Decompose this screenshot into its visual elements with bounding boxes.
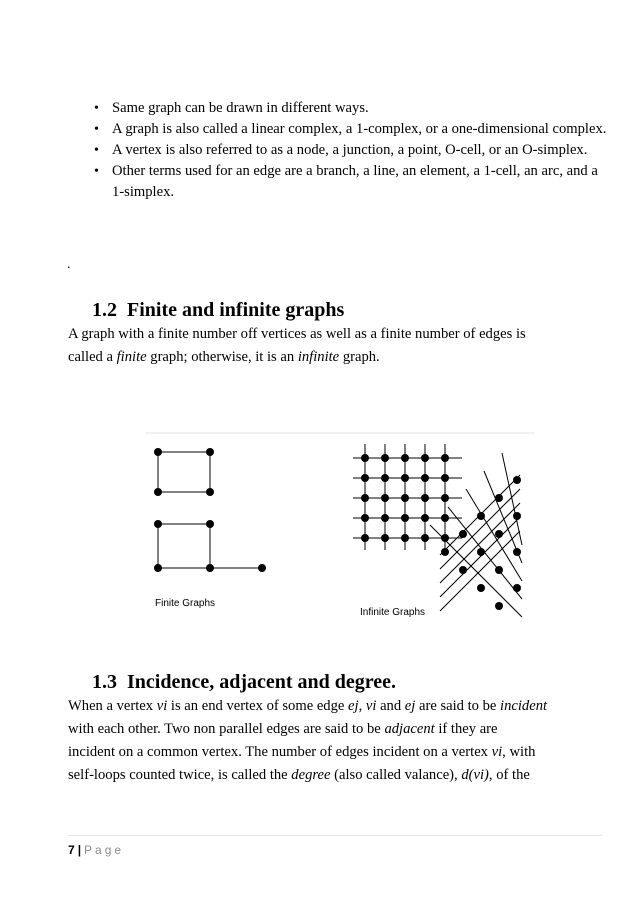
lattice-vertex	[381, 514, 389, 522]
lattice-vertex	[477, 548, 485, 556]
lattice-vertex	[361, 494, 369, 502]
lattice-vertex	[495, 530, 503, 538]
page-number: 7	[68, 843, 75, 857]
section-heading-1-3	[92, 670, 396, 694]
bullet-icon: •	[94, 164, 99, 179]
lattice-vertex	[401, 514, 409, 522]
lattice-vertex	[513, 476, 521, 484]
lattice-vertex	[441, 548, 449, 556]
section-title: Incidence, adjacent and degree.	[127, 671, 397, 693]
lattice-vertex	[421, 494, 429, 502]
lattice-vertex	[495, 602, 503, 610]
graph-vertex	[206, 564, 214, 572]
lattice-vertex	[381, 474, 389, 482]
lattice-vertex	[401, 494, 409, 502]
lattice-vertex	[361, 454, 369, 462]
bullet-item: • Other terms used for an edge are a branch, a line, an element, a 1-cell, an arc, and a 1-simplex.	[94, 163, 598, 200]
lattice-vertex	[381, 494, 389, 502]
bullet-icon: •	[94, 101, 99, 116]
lattice-vertex	[401, 474, 409, 482]
graph-vertex	[154, 488, 162, 496]
bullet-list	[92, 98, 612, 203]
bullet-item: • Same graph can be drawn in different ways.	[92, 98, 612, 119]
stray-period: .	[67, 257, 71, 272]
graph-vertex	[206, 488, 214, 496]
lattice-vertex	[477, 584, 485, 592]
lattice-vertex	[421, 474, 429, 482]
lattice-vertex	[361, 474, 369, 482]
lattice-edge	[430, 525, 522, 617]
bullet-icon: •	[94, 143, 99, 158]
lattice-vertex	[477, 512, 485, 520]
lattice-vertex	[401, 534, 409, 542]
graph-vertex	[258, 564, 266, 572]
lattice-vertex	[441, 474, 449, 482]
bullet-item: • A vertex is also referred to as a node, a junction, a point, O-cell, or an O-simplex.	[92, 140, 612, 161]
footer-separator: |	[77, 843, 82, 857]
lattice-vertex	[513, 584, 521, 592]
page-footer	[68, 843, 124, 857]
footer-divider	[68, 835, 602, 836]
lattice-vertex	[401, 454, 409, 462]
graphs-figure	[140, 430, 540, 625]
section-title: Finite and infinite graphs	[127, 299, 345, 321]
page-label: Page	[84, 843, 125, 857]
section-heading-1-2	[92, 298, 344, 322]
lattice-vertex	[495, 494, 503, 502]
lattice-vertex	[513, 548, 521, 556]
paragraph-finite-infinite: A graph with a finite number off vertices as well as a finite number of edges is called a finite graph; otherwise, it is an infinite graph.	[68, 326, 526, 365]
lattice-vertex	[441, 534, 449, 542]
lattice-vertex	[421, 454, 429, 462]
lattice-vertex	[513, 512, 521, 520]
lattice-vertex	[495, 566, 503, 574]
graph-vertex	[206, 520, 214, 528]
lattice-vertex	[441, 514, 449, 522]
bullet-item: • A graph is also called a linear complex, a 1-complex, or a one-dimensional complex.	[92, 119, 612, 140]
finite-graphs-drawing	[154, 448, 266, 572]
lattice-vertex	[459, 530, 467, 538]
finite-graphs-label: Finite Graphs	[155, 598, 216, 609]
graph-vertex	[154, 564, 162, 572]
infinite-graphs-label: Infinite Graphs	[360, 607, 426, 618]
lattice-vertex	[381, 534, 389, 542]
section-number: 1.3	[92, 671, 117, 693]
infinite-graphs-drawing	[353, 444, 522, 617]
graph-vertex	[154, 520, 162, 528]
paragraph-incidence: When a vertex vi is an end vertex of some edge ej, vi and ej are said to be incident with each other. Two non parallel edges are said to be adjacent if they are incident on a common vertex. The number of edges incident on a vertex vi, with self-loops counted twice, is called the degree (also called valance), d(vi), of the	[68, 698, 548, 783]
section-number: 1.2	[92, 299, 117, 321]
lattice-vertex	[421, 534, 429, 542]
lattice-vertex	[381, 454, 389, 462]
lattice-vertex	[361, 514, 369, 522]
lattice-vertex	[441, 494, 449, 502]
lattice-edge	[502, 453, 522, 545]
lattice-vertex	[441, 454, 449, 462]
lattice-vertex	[361, 534, 369, 542]
graph-vertex	[206, 448, 214, 456]
lattice-vertex	[459, 566, 467, 574]
lattice-vertex	[421, 514, 429, 522]
graph-vertex	[154, 448, 162, 456]
bullet-icon: •	[94, 122, 99, 137]
